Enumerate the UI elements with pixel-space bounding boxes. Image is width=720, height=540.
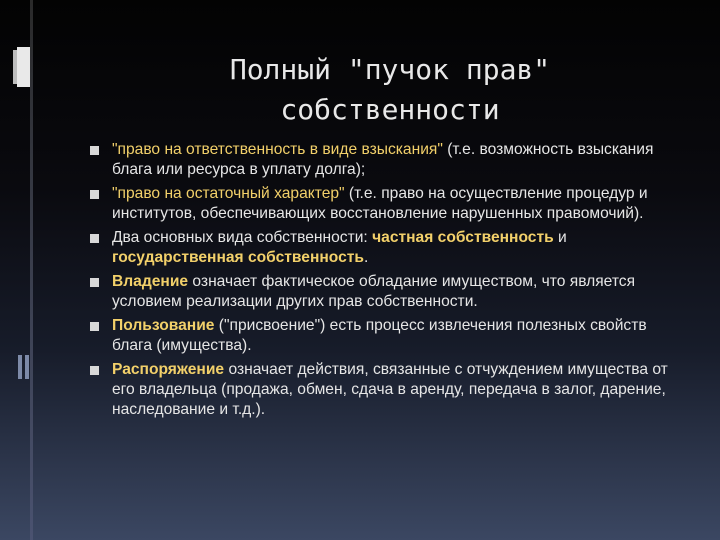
list-item	[88, 360, 688, 420]
square-bullet-icon	[90, 190, 99, 199]
list-item	[88, 140, 688, 180]
item-term: Пользование	[112, 317, 215, 334]
item-quote: "право на ответственность в виде взыскания"	[112, 141, 443, 158]
item-text: означает действия, связанные с отчуждением имущества от его владельца (продажа, обмен, сдача в аренду, передача в залог, дарение, наследование и т.д.).	[112, 361, 668, 418]
item-term: частная собственность	[372, 229, 554, 246]
title-line-1: Полный "пучок прав"	[229, 53, 551, 86]
decorative-bar-lower	[18, 355, 22, 379]
list-item	[88, 316, 688, 356]
square-bullet-icon	[90, 278, 99, 287]
decorative-bar-lower	[25, 355, 29, 379]
title-line-2: собственности	[280, 93, 500, 126]
item-text: означает фактическое обладание имуществом, что является условием реализации других прав собственности.	[112, 273, 636, 310]
item-term: Распоряжение	[112, 361, 225, 378]
square-bullet-icon	[90, 146, 99, 155]
item-text: и	[553, 229, 567, 246]
bullet-list	[88, 140, 688, 424]
list-item	[88, 184, 688, 224]
left-accent-strip	[30, 0, 33, 540]
slide-title	[140, 50, 640, 130]
item-term: Владение	[112, 273, 189, 290]
item-lead: Два основных вида собственности:	[112, 229, 373, 246]
item-quote: "право на остаточный характер"	[112, 185, 345, 202]
list-item	[88, 272, 688, 312]
decorative-block	[17, 47, 30, 87]
square-bullet-icon	[90, 366, 99, 375]
item-text: .	[364, 249, 369, 266]
item-text: (т.е. право на осуществление процедур и институтов, обеспечивающих восстановление нарушенных правомочий).	[112, 185, 648, 222]
square-bullet-icon	[90, 234, 99, 243]
item-text: ("присвоение") есть процесс извлечения полезных свойств блага (имущества).	[112, 317, 647, 354]
item-term: государственная собственность	[112, 249, 365, 266]
list-item	[88, 228, 688, 268]
square-bullet-icon	[90, 322, 99, 331]
item-text: (т.е. возможность взыскания блага или ресурса в уплату долга);	[112, 141, 654, 178]
